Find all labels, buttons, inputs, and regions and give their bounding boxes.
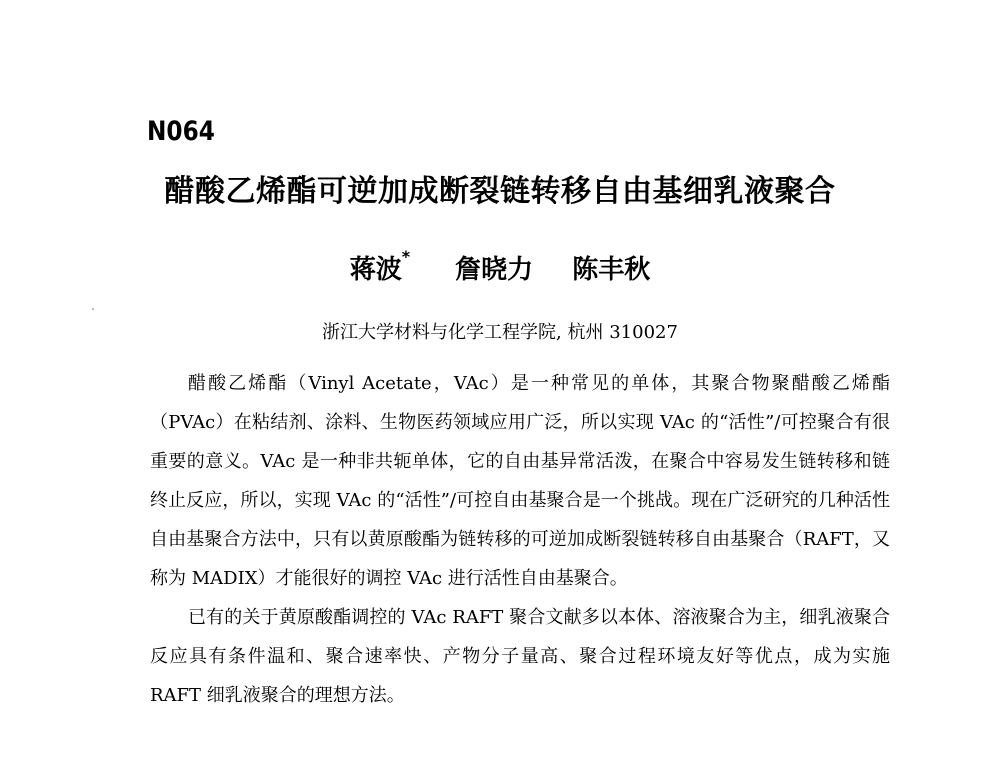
author-2: 詹晓力: [455, 255, 534, 285]
author-3: 陈丰秋: [572, 255, 651, 285]
paper-title: 醋酸乙烯酯可逆加成断裂链转移自由基细乳液聚合: [164, 174, 836, 209]
corresponding-author-mark: *: [401, 247, 411, 266]
body-paragraph-1: 醋酸乙烯酯（Vinyl Acetate，VAc）是一种常见的单体，其聚合物聚醋酸乙烯酯（PVAc）在粘结剂、涂料、生物医药领域应用广泛，所以实现 VAc 的“活性”/可控聚合有很重要的意义。VAc 是一种非共轭单体，它的自由基异常活泼，在聚合中容易发生链转移和链终止反应，所以，实现 VAc 的“活性”/可控自由基聚合是一个挑战。现在广泛研究的几种活性自由基聚合方法中，只有以黄原酸酯为链转移的可逆加成断裂链转移自由基聚合（RAFT，又称为 MADIX）才能很好的调控 VAc 进行活性自由基聚合。: [150, 373, 890, 589]
scan-speck: [92, 308, 94, 310]
paper-code: N064: [147, 116, 215, 147]
affiliation: 浙江大学材料与化学工程学院, 杭州 310027: [322, 322, 678, 343]
body-paragraph-2: 已有的关于黄原酸酯调控的 VAc RAFT 聚合文献多以本体、溶液聚合为主，细乳液聚合反应具有条件温和、聚合速率快、产物分子量高、聚合过程环境友好等优点，成为实施 RAFT 细乳液聚合的理想方法。: [150, 607, 890, 706]
author-1: [350, 249, 410, 286]
abstract-body: [150, 364, 890, 715]
author-1-name: 蒋波: [349, 255, 402, 285]
author-list: [0, 249, 1000, 286]
